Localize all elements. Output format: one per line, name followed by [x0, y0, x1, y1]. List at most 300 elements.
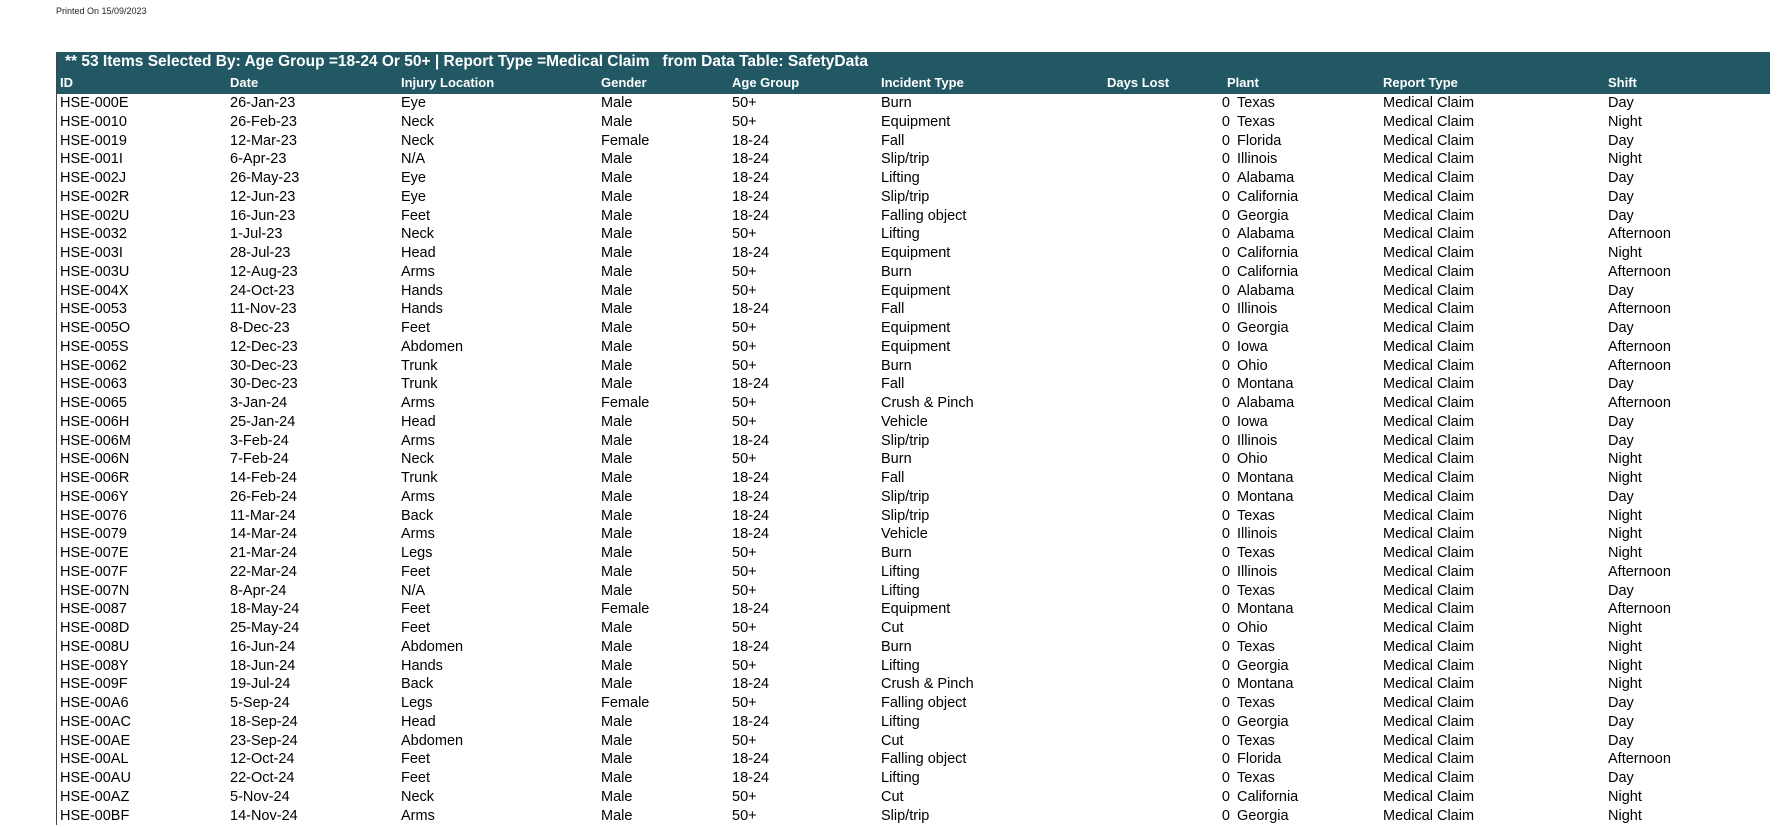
cell-report-type: Medical Claim: [1383, 657, 1475, 674]
cell-id: HSE-0019: [60, 132, 127, 149]
cell-injury-location: Abdomen: [401, 338, 464, 355]
cell-plant: California: [1237, 245, 1299, 261]
table-body: [56, 94, 1770, 825]
cell-injury-location: Eye: [401, 170, 426, 186]
table-row: [57, 769, 1770, 788]
cell-id: HSE-0062: [60, 357, 127, 374]
cell-report-type: Medical Claim: [1383, 282, 1475, 299]
cell-gender: Male: [601, 226, 633, 243]
cell-plant: Georgia: [1237, 320, 1289, 336]
cell-gender: Male: [601, 282, 633, 299]
cell-plant: Texas: [1237, 582, 1275, 599]
cell-plant: California: [1237, 188, 1299, 205]
cell-gender: Male: [601, 151, 633, 168]
cell-incident-type: Lifting: [881, 770, 920, 786]
cell-report-type: Medical Claim: [1383, 301, 1475, 318]
cell-id: HSE-008U: [60, 638, 130, 655]
cell-plant: Illinois: [1237, 301, 1278, 318]
cell-incident-type: Vehicle: [881, 526, 928, 543]
cell-days-lost: 0: [1221, 132, 1230, 149]
cell-injury-location: Legs: [401, 545, 433, 561]
cell-days-lost: 0: [1221, 788, 1230, 805]
cell-shift: Night: [1608, 245, 1642, 261]
cell-days-lost: 0: [1221, 338, 1230, 355]
cell-plant: Texas: [1237, 507, 1275, 524]
cell-age-group: 50+: [732, 338, 757, 355]
cell-shift: Day: [1608, 488, 1634, 505]
cell-plant: Ohio: [1237, 451, 1268, 468]
cell-incident-type: Burn: [881, 95, 912, 111]
cell-injury-location: Arms: [401, 263, 435, 280]
cell-gender: Male: [601, 657, 633, 674]
cell-shift: Night: [1608, 676, 1642, 693]
cell-days-lost: 0: [1221, 170, 1230, 186]
printed-on-label: Printed On 15/09/2023: [56, 6, 147, 16]
cell-report-type: Medical Claim: [1383, 470, 1475, 486]
cell-report-type: Medical Claim: [1383, 226, 1475, 243]
cell-gender: Male: [601, 245, 633, 261]
cell-gender: Male: [601, 770, 633, 786]
cell-incident-type: Slip/trip: [881, 507, 930, 524]
cell-incident-type: Burn: [881, 545, 912, 561]
cell-injury-location: Arms: [401, 432, 435, 449]
cell-date: 1-Jul-23: [230, 226, 283, 243]
cell-injury-location: Arms: [401, 395, 435, 411]
cell-gender: Male: [601, 207, 633, 224]
table-row: [57, 94, 1770, 113]
cell-id: HSE-003I: [60, 245, 123, 261]
cell-date: 23-Sep-24: [230, 732, 298, 749]
table-row: [57, 619, 1770, 638]
cell-plant: Illinois: [1237, 151, 1278, 168]
cell-incident-type: Fall: [881, 470, 905, 486]
cell-incident-type: Lifting: [881, 657, 920, 674]
cell-days-lost: 0: [1221, 638, 1230, 655]
cell-injury-location: Feet: [401, 320, 431, 336]
cell-report-type: Medical Claim: [1383, 526, 1475, 543]
cell-days-lost: 0: [1221, 113, 1230, 130]
cell-date: 21-Mar-24: [230, 545, 297, 561]
cell-incident-type: Cut: [881, 788, 904, 805]
cell-plant: Alabama: [1237, 395, 1295, 411]
cell-days-lost: 0: [1221, 282, 1230, 299]
cell-injury-location: Legs: [401, 695, 433, 711]
cell-age-group: 18-24: [732, 170, 770, 186]
cell-id: HSE-002R: [60, 188, 130, 205]
cell-report-type: Medical Claim: [1383, 676, 1475, 693]
cell-report-type: Medical Claim: [1383, 245, 1475, 261]
cell-report-type: Medical Claim: [1383, 395, 1475, 411]
cell-age-group: 18-24: [732, 713, 770, 730]
cell-id: HSE-008D: [60, 620, 130, 636]
cell-age-group: 18-24: [732, 507, 770, 524]
cell-shift: Night: [1608, 526, 1642, 543]
cell-report-type: Medical Claim: [1383, 638, 1475, 655]
cell-gender: Male: [601, 95, 633, 111]
cell-date: 26-Feb-24: [230, 488, 297, 505]
cell-age-group: 18-24: [732, 770, 770, 786]
cell-age-group: 50+: [732, 563, 757, 580]
cell-plant: Alabama: [1237, 170, 1295, 186]
cell-id: HSE-006H: [60, 413, 130, 430]
cell-gender: Male: [601, 451, 633, 468]
cell-id: HSE-009F: [60, 676, 128, 693]
cell-age-group: 18-24: [732, 751, 770, 768]
cell-incident-type: Slip/trip: [881, 488, 930, 505]
cell-gender: Male: [601, 713, 633, 730]
cell-id: HSE-007E: [60, 545, 129, 561]
cell-incident-type: Equipment: [881, 601, 951, 618]
cell-date: 28-Jul-23: [230, 245, 291, 261]
cell-incident-type: Fall: [881, 301, 905, 318]
column-header-report-type: Report Type: [1383, 75, 1458, 90]
cell-incident-type: Slip/trip: [881, 151, 930, 168]
cell-days-lost: 0: [1221, 226, 1230, 243]
cell-shift: Afternoon: [1608, 263, 1671, 280]
table-row: [57, 563, 1770, 582]
cell-id: HSE-00AU: [60, 770, 131, 786]
cell-id: HSE-0087: [60, 601, 127, 618]
table-row: [57, 694, 1770, 713]
cell-shift: Day: [1608, 376, 1634, 393]
cell-shift: Night: [1608, 151, 1642, 168]
cell-injury-location: Hands: [401, 657, 443, 674]
cell-date: 18-Sep-24: [230, 713, 298, 730]
cell-shift: Afternoon: [1608, 601, 1671, 618]
cell-injury-location: Feet: [401, 751, 431, 768]
cell-date: 11-Mar-24: [230, 507, 296, 524]
cell-report-type: Medical Claim: [1383, 263, 1475, 280]
cell-injury-location: Feet: [401, 207, 431, 224]
cell-plant: Illinois: [1237, 563, 1278, 580]
cell-days-lost: 0: [1221, 526, 1230, 543]
table-row: [57, 357, 1770, 376]
cell-days-lost: 0: [1221, 357, 1230, 374]
table-row: [57, 375, 1770, 394]
table-row: [57, 394, 1770, 413]
cell-plant: Montana: [1237, 601, 1294, 618]
cell-age-group: 50+: [732, 320, 757, 336]
cell-age-group: 50+: [732, 732, 757, 749]
cell-days-lost: 0: [1221, 395, 1230, 411]
cell-gender: Male: [601, 563, 633, 580]
cell-shift: Day: [1608, 170, 1634, 186]
cell-gender: Male: [601, 301, 633, 318]
cell-id: HSE-0076: [60, 507, 127, 524]
cell-injury-location: Feet: [401, 770, 431, 786]
cell-plant: Alabama: [1237, 282, 1295, 299]
cell-shift: Day: [1608, 207, 1634, 224]
cell-gender: Male: [601, 413, 633, 430]
cell-injury-location: Trunk: [401, 470, 438, 486]
cell-shift: Night: [1608, 113, 1642, 130]
cell-injury-location: Neck: [401, 132, 435, 149]
cell-gender: Male: [601, 676, 633, 693]
cell-gender: Male: [601, 526, 633, 543]
cell-id: HSE-001I: [60, 151, 123, 168]
cell-shift: Day: [1608, 732, 1634, 749]
table-row: [57, 225, 1770, 244]
cell-injury-location: Head: [401, 413, 436, 430]
cell-incident-type: Equipment: [881, 338, 951, 355]
cell-days-lost: 0: [1221, 507, 1230, 524]
cell-age-group: 50+: [732, 226, 757, 243]
cell-report-type: Medical Claim: [1383, 582, 1475, 599]
column-header-incident-type: Incident Type: [881, 75, 964, 90]
cell-report-type: Medical Claim: [1383, 376, 1475, 393]
cell-age-group: 50+: [732, 413, 757, 430]
table-row: [57, 544, 1770, 563]
cell-injury-location: N/A: [401, 582, 426, 599]
cell-shift: Day: [1608, 432, 1634, 449]
cell-shift: Day: [1608, 770, 1634, 786]
column-header-days-lost: Days Lost: [1107, 75, 1170, 90]
table-row: [57, 675, 1770, 694]
cell-days-lost: 0: [1221, 545, 1230, 561]
cell-age-group: 50+: [732, 395, 757, 411]
cell-report-type: Medical Claim: [1383, 507, 1475, 524]
cell-days-lost: 0: [1221, 807, 1230, 824]
table-row: [57, 244, 1770, 263]
cell-age-group: 18-24: [732, 676, 770, 693]
table-row: [57, 300, 1770, 319]
column-header-shift: Shift: [1608, 75, 1637, 90]
cell-id: HSE-003U: [60, 263, 130, 280]
cell-date: 24-Oct-23: [230, 282, 295, 299]
cell-gender: Male: [601, 488, 633, 505]
cell-injury-location: Feet: [401, 601, 431, 618]
cell-shift: Day: [1608, 582, 1634, 599]
cell-date: 5-Sep-24: [230, 695, 290, 711]
cell-days-lost: 0: [1221, 751, 1230, 768]
cell-date: 18-May-24: [230, 601, 300, 618]
cell-id: HSE-0065: [60, 395, 127, 411]
cell-incident-type: Lifting: [881, 226, 920, 243]
cell-date: 12-Jun-23: [230, 188, 296, 205]
cell-injury-location: Neck: [401, 226, 435, 243]
cell-age-group: 50+: [732, 620, 757, 636]
cell-injury-location: Eye: [401, 95, 426, 111]
cell-date: 12-Mar-23: [230, 132, 297, 149]
cell-shift: Afternoon: [1608, 395, 1671, 411]
cell-date: 26-Jan-23: [230, 95, 296, 111]
cell-date: 7-Feb-24: [230, 451, 289, 468]
cell-id: HSE-007N: [60, 582, 130, 599]
cell-date: 25-May-24: [230, 620, 300, 636]
cell-days-lost: 0: [1221, 263, 1230, 280]
cell-plant: California: [1237, 263, 1299, 280]
cell-id: HSE-006M: [60, 432, 131, 449]
cell-plant: Montana: [1237, 676, 1294, 693]
cell-injury-location: Neck: [401, 113, 435, 130]
cell-age-group: 18-24: [732, 526, 770, 543]
cell-shift: Afternoon: [1608, 301, 1671, 318]
cell-id: HSE-0010: [60, 113, 127, 130]
table-row: [57, 169, 1770, 188]
column-header-gender: Gender: [601, 75, 647, 90]
cell-injury-location: N/A: [401, 151, 426, 168]
cell-days-lost: 0: [1221, 563, 1230, 580]
table-row: [57, 469, 1770, 488]
cell-incident-type: Lifting: [881, 170, 920, 186]
table-row: [57, 263, 1770, 282]
cell-injury-location: Neck: [401, 451, 435, 468]
table-row: [57, 338, 1770, 357]
column-headers: [57, 72, 1770, 94]
cell-plant: Illinois: [1237, 432, 1278, 449]
cell-days-lost: 0: [1221, 151, 1230, 168]
cell-id: HSE-0032: [60, 226, 127, 243]
table-row: [57, 488, 1770, 507]
cell-shift: Day: [1608, 695, 1634, 711]
cell-injury-location: Head: [401, 713, 436, 730]
cell-report-type: Medical Claim: [1383, 488, 1475, 505]
cell-id: HSE-005S: [60, 338, 129, 355]
cell-gender: Male: [601, 320, 633, 336]
cell-days-lost: 0: [1221, 676, 1230, 693]
cell-plant: Ohio: [1237, 620, 1268, 636]
cell-shift: Afternoon: [1608, 357, 1671, 374]
cell-id: HSE-00AL: [60, 751, 129, 768]
cell-injury-location: Arms: [401, 526, 435, 543]
cell-report-type: Medical Claim: [1383, 788, 1475, 805]
cell-shift: Afternoon: [1608, 338, 1671, 355]
cell-plant: Texas: [1237, 638, 1275, 655]
cell-report-type: Medical Claim: [1383, 545, 1475, 561]
report-header: [56, 52, 1770, 94]
table-row: [57, 207, 1770, 226]
table-row: [57, 638, 1770, 657]
cell-report-type: Medical Claim: [1383, 413, 1475, 430]
cell-date: 8-Dec-23: [230, 320, 290, 336]
cell-plant: Florida: [1237, 132, 1282, 149]
cell-age-group: 18-24: [732, 245, 770, 261]
cell-incident-type: Lifting: [881, 582, 920, 599]
cell-plant: Iowa: [1237, 413, 1268, 430]
cell-days-lost: 0: [1221, 695, 1230, 711]
cell-id: HSE-000E: [60, 95, 129, 111]
cell-gender: Male: [601, 620, 633, 636]
cell-report-type: Medical Claim: [1383, 357, 1475, 374]
cell-plant: Georgia: [1237, 807, 1289, 824]
table-row: [57, 582, 1770, 601]
cell-date: 3-Feb-24: [230, 432, 289, 449]
cell-id: HSE-00AE: [60, 732, 131, 749]
table-row: [57, 788, 1770, 807]
cell-incident-type: Fall: [881, 376, 905, 393]
cell-shift: Day: [1608, 413, 1634, 430]
cell-injury-location: Arms: [401, 807, 435, 824]
cell-days-lost: 0: [1221, 770, 1230, 786]
cell-injury-location: Back: [401, 676, 434, 693]
cell-plant: Montana: [1237, 470, 1294, 486]
cell-gender: Male: [601, 788, 633, 805]
cell-date: 14-Mar-24: [230, 526, 297, 543]
cell-report-type: Medical Claim: [1383, 751, 1475, 768]
cell-age-group: 18-24: [732, 207, 770, 224]
cell-shift: Afternoon: [1608, 751, 1671, 768]
cell-days-lost: 0: [1221, 320, 1230, 336]
cell-id: HSE-0053: [60, 301, 127, 318]
cell-days-lost: 0: [1221, 207, 1230, 224]
cell-date: 5-Nov-24: [230, 788, 290, 805]
cell-days-lost: 0: [1221, 582, 1230, 599]
cell-incident-type: Cut: [881, 732, 904, 749]
table-row: [57, 732, 1770, 751]
cell-gender: Male: [601, 545, 633, 561]
cell-incident-type: Equipment: [881, 320, 951, 336]
cell-incident-type: Slip/trip: [881, 432, 930, 449]
cell-age-group: 50+: [732, 807, 757, 824]
cell-plant: Montana: [1237, 376, 1294, 393]
cell-gender: Male: [601, 113, 633, 130]
cell-days-lost: 0: [1221, 488, 1230, 505]
cell-incident-type: Burn: [881, 263, 912, 280]
cell-injury-location: Feet: [401, 620, 431, 636]
cell-incident-type: Slip/trip: [881, 188, 930, 205]
cell-date: 12-Dec-23: [230, 338, 298, 355]
cell-report-type: Medical Claim: [1383, 695, 1475, 711]
cell-age-group: 18-24: [732, 376, 770, 393]
cell-date: 26-Feb-23: [230, 113, 297, 130]
cell-gender: Male: [601, 638, 633, 655]
cell-plant: Georgia: [1237, 713, 1289, 730]
cell-id: HSE-0079: [60, 526, 127, 543]
cell-shift: Day: [1608, 188, 1634, 205]
cell-date: 22-Mar-24: [230, 563, 297, 580]
cell-id: HSE-004X: [60, 282, 129, 299]
cell-shift: Night: [1608, 620, 1642, 636]
cell-plant: Texas: [1237, 695, 1275, 711]
cell-id: HSE-008Y: [60, 657, 129, 674]
cell-gender: Male: [601, 357, 633, 374]
cell-report-type: Medical Claim: [1383, 320, 1475, 336]
cell-age-group: 50+: [732, 357, 757, 374]
cell-incident-type: Cut: [881, 620, 904, 636]
cell-gender: Male: [601, 432, 633, 449]
cell-id: HSE-00AZ: [60, 788, 130, 805]
cell-gender: Male: [601, 170, 633, 186]
cell-date: 16-Jun-23: [230, 207, 296, 224]
cell-age-group: 50+: [732, 451, 757, 468]
cell-days-lost: 0: [1221, 601, 1230, 618]
cell-shift: Day: [1608, 95, 1634, 111]
cell-id: HSE-002J: [60, 170, 127, 186]
table-row: [57, 750, 1770, 769]
cell-incident-type: Equipment: [881, 113, 951, 130]
cell-date: 11-Nov-23: [230, 301, 297, 318]
cell-incident-type: Falling object: [881, 695, 967, 711]
cell-plant: Texas: [1237, 545, 1275, 561]
cell-incident-type: Lifting: [881, 713, 920, 730]
cell-date: 12-Aug-23: [230, 263, 298, 280]
cell-report-type: Medical Claim: [1383, 732, 1475, 749]
column-header-age-group: Age Group: [732, 75, 800, 90]
cell-gender: Male: [601, 338, 633, 355]
cell-shift: Night: [1608, 507, 1642, 524]
cell-id: HSE-006Y: [60, 488, 129, 505]
cell-plant: Alabama: [1237, 226, 1295, 243]
column-header-plant: Plant: [1227, 75, 1259, 90]
cell-date: 14-Nov-24: [230, 807, 298, 824]
cell-date: 3-Jan-24: [230, 395, 288, 411]
cell-date: 22-Oct-24: [230, 770, 295, 786]
cell-date: 30-Dec-23: [230, 376, 298, 393]
cell-plant: Georgia: [1237, 207, 1289, 224]
table-row: [57, 525, 1770, 544]
cell-id: HSE-005O: [60, 320, 131, 336]
cell-plant: Montana: [1237, 488, 1294, 505]
